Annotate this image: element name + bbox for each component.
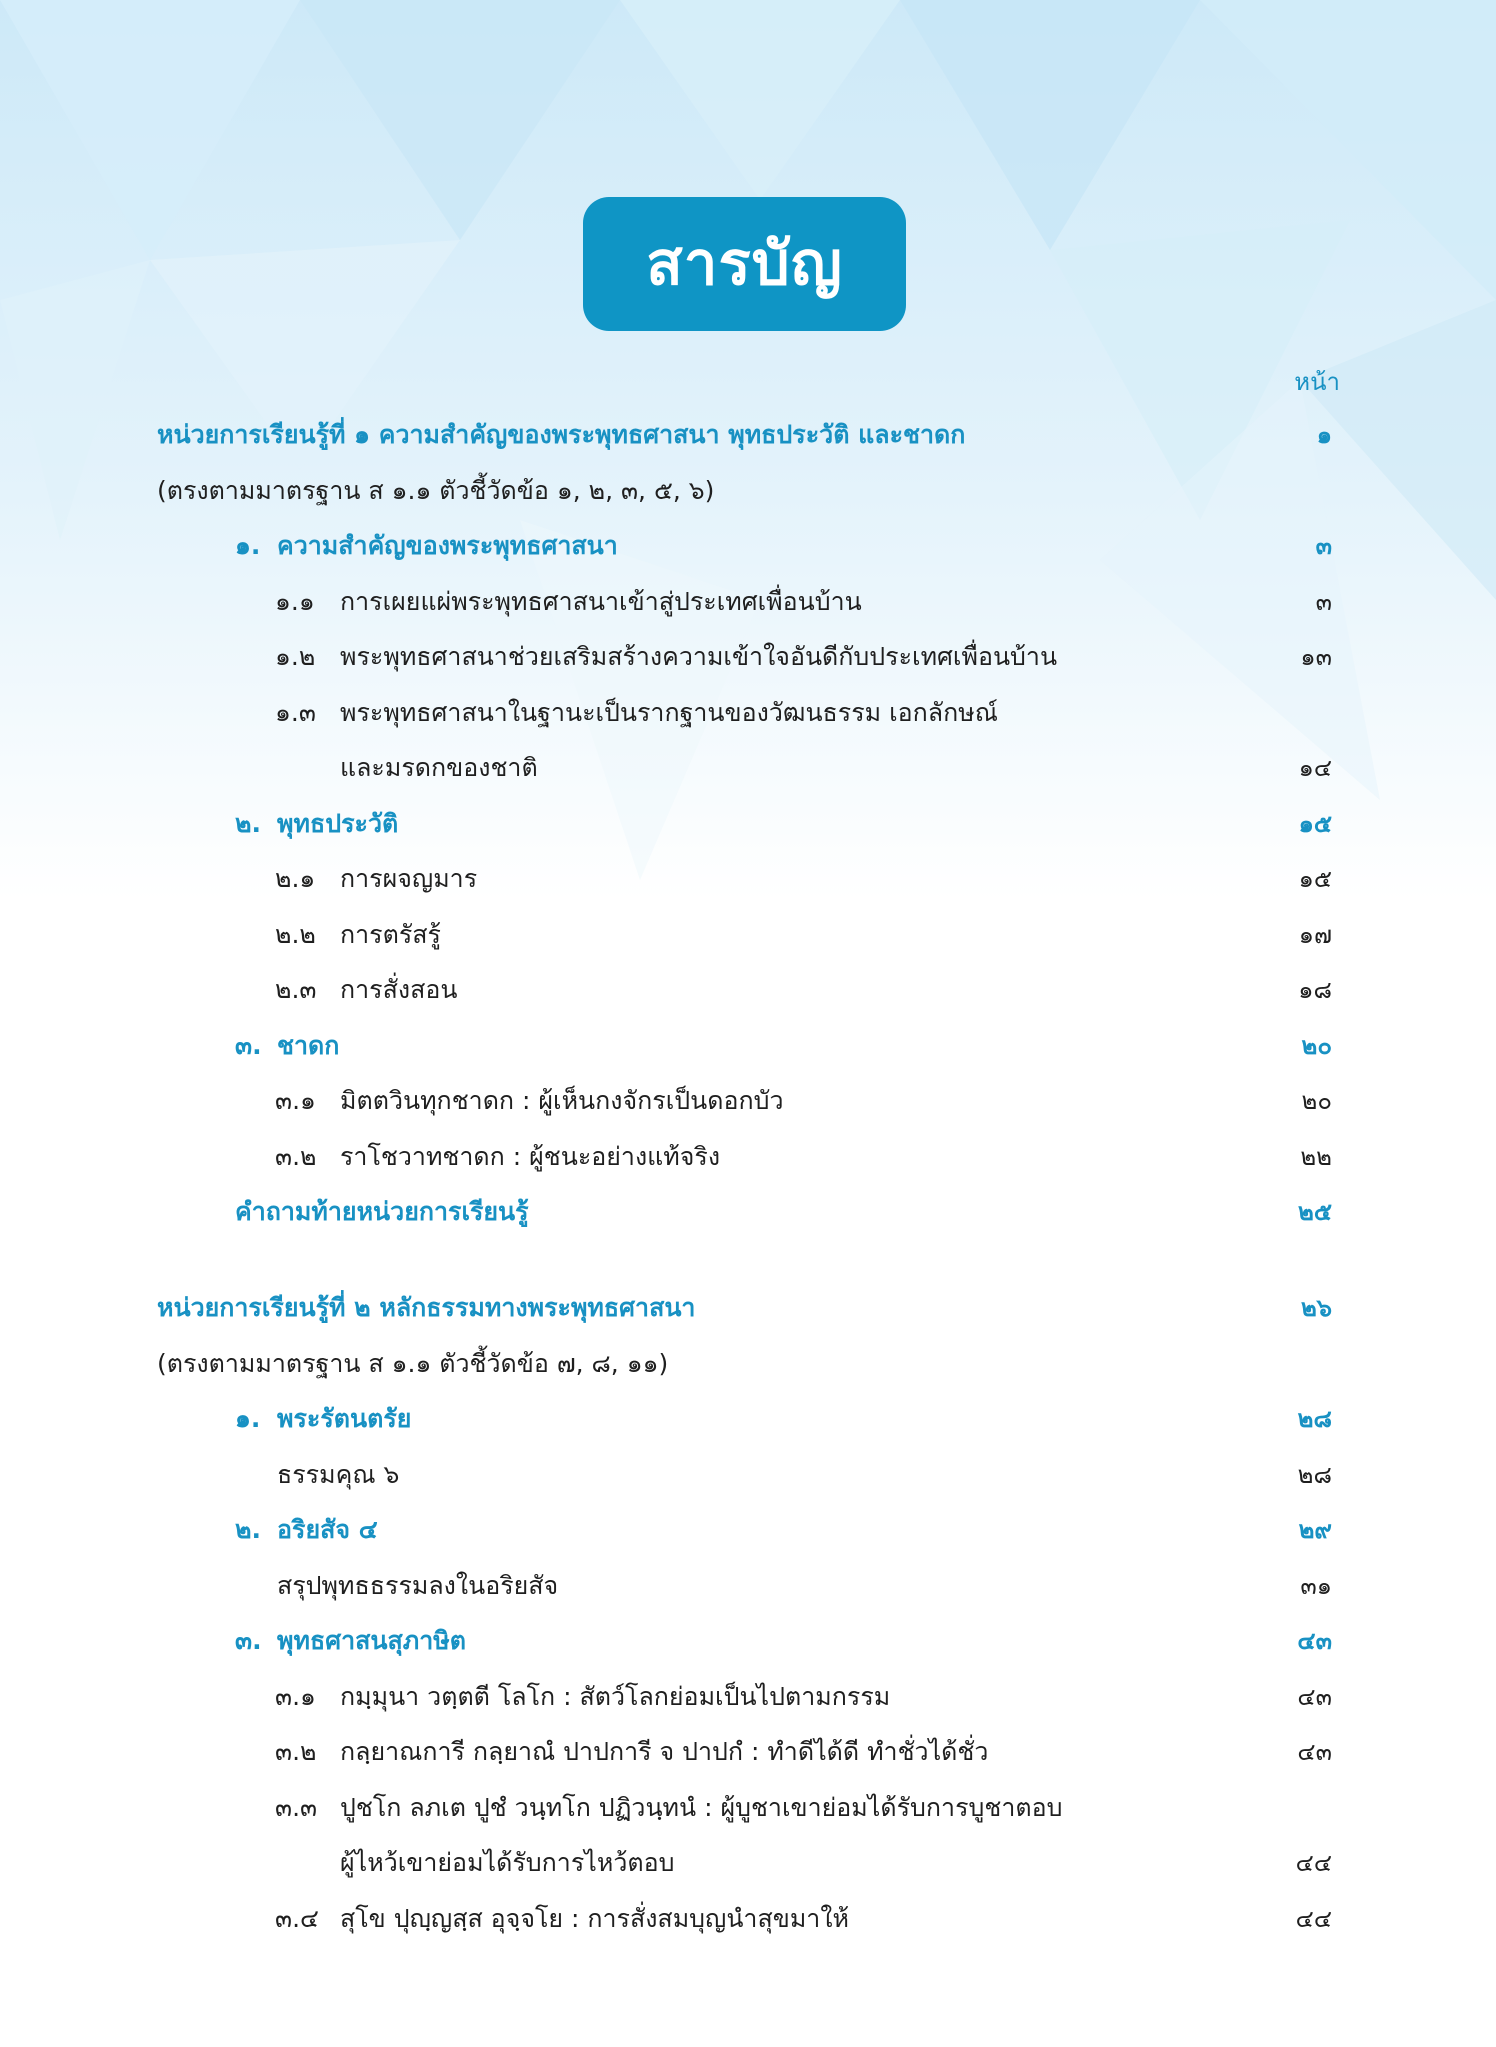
- subsection-title: การสั่งสอน: [340, 975, 458, 1004]
- toc-subsection[interactable]: [0, 691, 1496, 735]
- subsection-number: ๓.๔: [275, 1904, 319, 1933]
- subsection-title: กมฺมุนา วตฺตตี โลโก : สัตว์โลกย่อมเป็นไปตามกรรม: [340, 1682, 891, 1711]
- section-title: ชาดก: [277, 1031, 340, 1060]
- toc-unit-1-standard: [0, 469, 1496, 513]
- section-title: อริยสัจ ๔: [277, 1515, 378, 1544]
- page-number: ๒๙: [1298, 1516, 1332, 1544]
- subsection-number: ๒.๓: [275, 975, 317, 1004]
- page-number: ๑๗: [1298, 921, 1332, 949]
- toc-subsection[interactable]: [0, 1730, 1496, 1774]
- toc-section[interactable]: [0, 524, 1496, 568]
- standard-text: (ตรงตามมาตรฐาน ส ๑.๑ ตัวชี้วัดข้อ ๑, ๒, ๓, ๕, ๖): [157, 476, 715, 505]
- page-number: ๓๑: [1300, 1572, 1332, 1600]
- page-number: ๓: [1315, 532, 1332, 560]
- toc-subsection[interactable]: [0, 1897, 1496, 1941]
- toc-subsection[interactable]: [0, 580, 1496, 624]
- toc-subsection[interactable]: [0, 913, 1496, 957]
- toc-section[interactable]: [0, 802, 1496, 846]
- subsection-number: ๓.๓: [275, 1793, 318, 1822]
- toc-subsection[interactable]: [0, 1453, 1496, 1497]
- toc-section[interactable]: [0, 1024, 1496, 1068]
- subsection-number: ๒.๑: [275, 864, 316, 893]
- toc-quiz[interactable]: [0, 1190, 1496, 1234]
- toc-subsection-continued[interactable]: [0, 746, 1496, 790]
- toc-unit-2-heading[interactable]: [0, 1286, 1496, 1330]
- subsection-title: ปูชโก ลภเต ปูชํ วนฺทโก ปฏิวนฺทนํ : ผู้บูชาเขาย่อมได้รับการบูชาตอบ: [340, 1793, 1063, 1822]
- standard-text: (ตรงตามมาตรฐาน ส ๑.๑ ตัวชี้วัดข้อ ๗, ๘, ๑๑): [157, 1349, 669, 1378]
- toc-subsection[interactable]: [0, 1135, 1496, 1179]
- unit-heading-text: หน่วยการเรียนรู้ที่ ๑ ความสำคัญของพระพุทธศาสนา พุทธประวัติ และชาดก: [157, 420, 966, 449]
- subsection-title-continued: ผู้ไหว้เขาย่อมได้รับการไหว้ตอบ: [340, 1848, 675, 1877]
- page-number: ๓: [1315, 588, 1332, 616]
- subsection-title: กลฺยาณการี กลฺยาณํ ปาปการี จ ปาปกํ : ทำดีได้ดี ทำชั่วได้ชั่ว: [340, 1737, 989, 1766]
- section-number: ๑.: [235, 531, 261, 560]
- toc-unit-1-heading[interactable]: [0, 413, 1496, 457]
- section-number: ๑.: [235, 1404, 261, 1433]
- subsection-title: สุโข ปุญฺญสฺส อุจฺจโย : การสั่งสมบุญนำสุขมาให้: [340, 1904, 850, 1933]
- subsection-title: การเผยแผ่พระพุทธศาสนาเข้าสู่ประเทศเพื่อนบ้าน: [340, 587, 862, 616]
- subsection-number: ๑.๑: [275, 587, 315, 616]
- toc-section[interactable]: [0, 1508, 1496, 1552]
- quiz-title: คำถามท้ายหน่วยการเรียนรู้: [235, 1197, 529, 1226]
- page-number: ๔๓: [1297, 1683, 1332, 1711]
- section-number: ๓.: [235, 1626, 262, 1655]
- toc-subsection[interactable]: [0, 1786, 1496, 1830]
- section-title: พุทธประวัติ: [277, 809, 399, 838]
- page-number: ๒๐: [1301, 1087, 1332, 1115]
- subsection-title: ราโชวาทชาดก : ผู้ชนะอย่างแท้จริง: [340, 1142, 721, 1171]
- toc-subsection[interactable]: [0, 1675, 1496, 1719]
- section-number: ๒.: [235, 809, 261, 838]
- subsection-title: พระพุทธศาสนาในฐานะเป็นรากฐานของวัฒนธรรม เอกลักษณ์: [340, 698, 998, 727]
- subsection-title: พระพุทธศาสนาช่วยเสริมสร้างความเข้าใจอันดีกับประเทศเพื่อนบ้าน: [340, 642, 1058, 671]
- page-column-label: หน้า: [1294, 368, 1340, 396]
- toc-subsection[interactable]: [0, 1564, 1496, 1608]
- unit-heading-text: หน่วยการเรียนรู้ที่ ๒ หลักธรรมทางพระพุทธศาสนา: [157, 1293, 696, 1322]
- page-number: ๑๘: [1298, 976, 1332, 1004]
- page-number: ๑๓: [1300, 643, 1332, 671]
- section-title: พุทธศาสนสุภาษิต: [277, 1626, 466, 1655]
- toc-subsection[interactable]: [0, 1079, 1496, 1123]
- section-number: ๒.: [235, 1515, 261, 1544]
- toc-subsection-continued[interactable]: [0, 1841, 1496, 1885]
- subsection-number: ๑.๒: [275, 642, 316, 671]
- section-number: ๓.: [235, 1031, 262, 1060]
- page-number: ๔๔: [1295, 1905, 1332, 1933]
- toc-unit-2-standard: [0, 1342, 1496, 1386]
- page-number: ๒๐: [1301, 1032, 1332, 1060]
- section-title: ความสำคัญของพระพุทธศาสนา: [277, 531, 618, 560]
- toc-subsection[interactable]: [0, 857, 1496, 901]
- page-number: ๑: [1316, 421, 1332, 449]
- page-number: ๒๖: [1300, 1294, 1332, 1322]
- page-title: สารบัญ: [646, 229, 843, 299]
- subsection-number: ๓.๑: [275, 1682, 316, 1711]
- subsection-title: สรุปพุทธธรรมลงในอริยสัจ: [277, 1571, 559, 1600]
- subsection-number: ๓.๒: [275, 1142, 317, 1171]
- page-number: ๒๕: [1298, 1198, 1332, 1226]
- subsection-number: ๒.๒: [275, 920, 316, 949]
- page-number: ๒๘: [1297, 1461, 1332, 1489]
- subsection-number: ๓.๑: [275, 1086, 316, 1115]
- page-number: ๔๓: [1297, 1738, 1332, 1766]
- page-number: ๑๕: [1298, 865, 1332, 893]
- page-number: ๒๒: [1300, 1143, 1332, 1171]
- page-number: ๔๓: [1297, 1627, 1332, 1655]
- page-number: ๑๕: [1298, 810, 1332, 838]
- toc-subsection[interactable]: [0, 635, 1496, 679]
- toc-section[interactable]: [0, 1619, 1496, 1663]
- subsection-number: ๓.๒: [275, 1737, 317, 1766]
- subsection-title: มิตตวินทุกชาดก : ผู้เห็นกงจักรเป็นดอกบัว: [340, 1086, 784, 1115]
- subsection-title: การตรัสรู้: [340, 920, 441, 949]
- toc-subsection[interactable]: [0, 968, 1496, 1012]
- subsection-title: การผจญมาร: [340, 864, 478, 893]
- section-title: พระรัตนตรัย: [277, 1404, 412, 1433]
- page-number: ๑๔: [1298, 754, 1332, 782]
- toc-section[interactable]: [0, 1397, 1496, 1441]
- page-number: ๒๘: [1297, 1405, 1332, 1433]
- page-number: ๔๔: [1295, 1849, 1332, 1877]
- subsection-title-continued: และมรดกของชาติ: [340, 753, 538, 782]
- subsection-number: ๑.๓: [275, 698, 316, 727]
- subsection-title: ธรรมคุณ ๖: [277, 1460, 400, 1489]
